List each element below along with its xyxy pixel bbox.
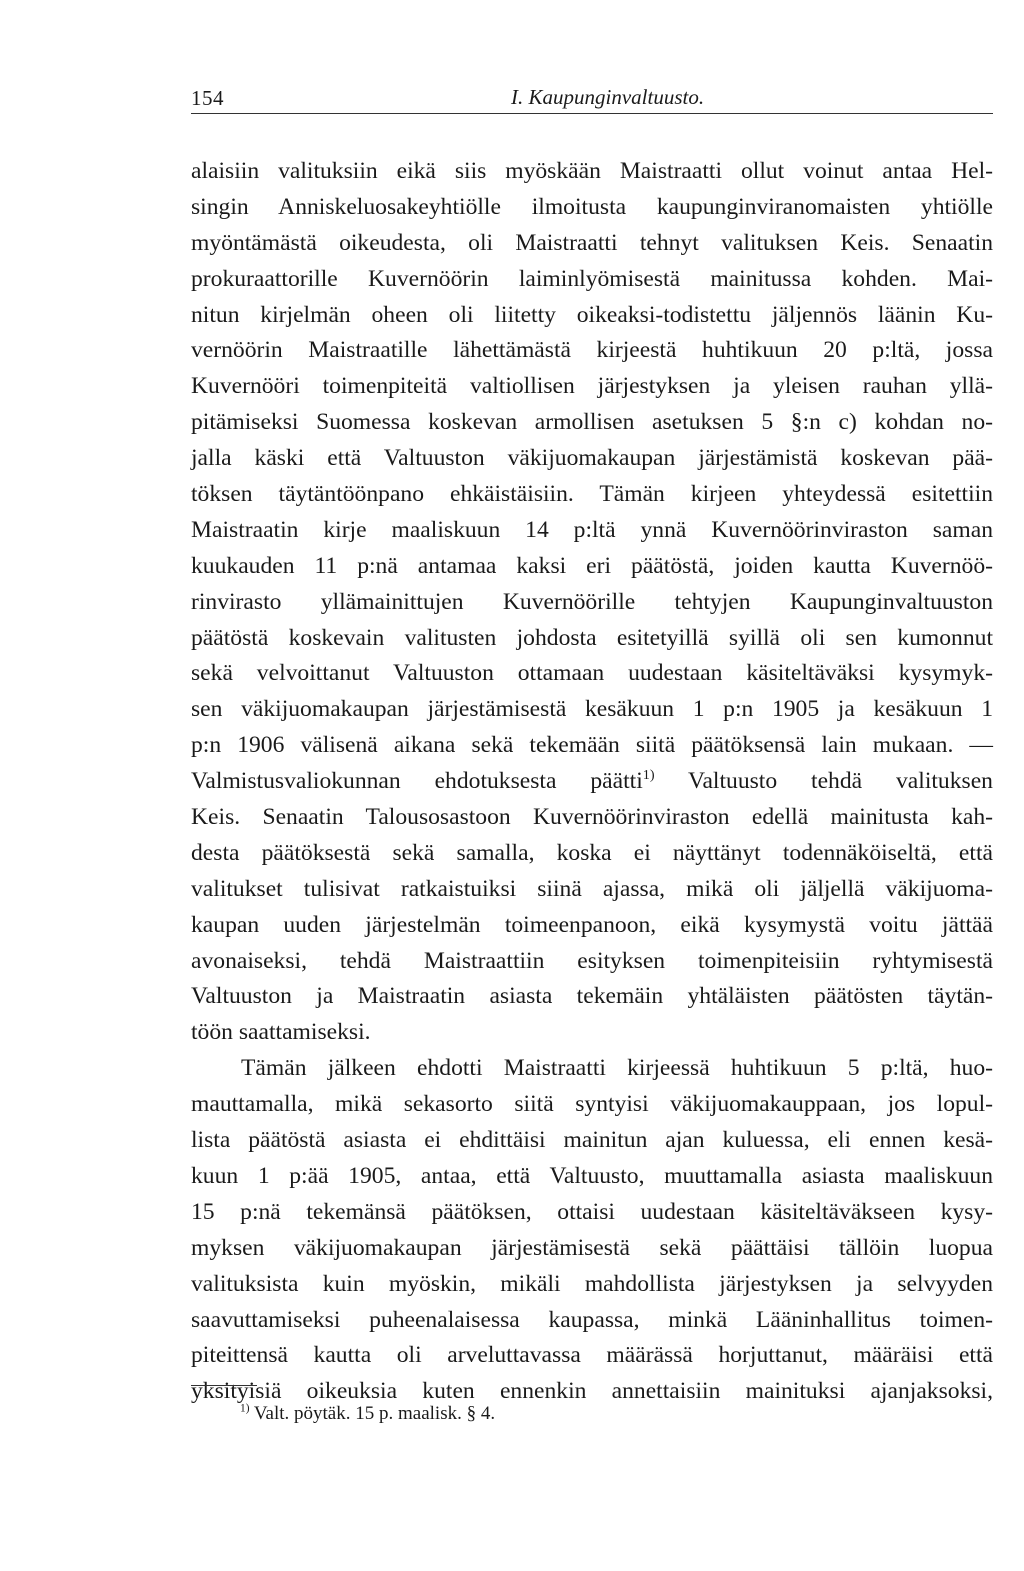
- text-line: pitämiseksi Suomessa koskevan armollisen asetuksen 5 §:n c) kohdan no-: [191, 409, 993, 436]
- text-line: töksen täytäntöönpano ehkäistäisiin. Tämän kirjeen yhteydessä esitettiin: [191, 481, 993, 508]
- text-line: kuun 1 p:ää 1905, antaa, että Valtuusto, muuttamalla asiasta maaliskuun: [191, 1162, 993, 1189]
- text-line: nitun kirjelmän oheen oli liitetty oikeaksi-todistettu jäljennös läänin Ku-: [191, 301, 993, 328]
- text-line: alaisiin valituksiin eikä siis myöskään Maistraatti ollut voinut antaa Hel-: [191, 158, 993, 184]
- text-line: saavuttamiseksi puheenalaisessa kaupassa, minkä Lääninhallitus toimen-: [191, 1306, 993, 1333]
- footnote-reference[interactable]: 1): [642, 767, 655, 784]
- footnote-text: Valt. pöytäk. 15 p. maalisk. § 4.: [253, 1403, 496, 1424]
- text-line: valitukset tulisivat ratkaistuiksi siinä ajassa, mikä oli jäljellä väkijuoma-: [191, 875, 993, 902]
- page-number: 154: [191, 86, 224, 110]
- text-line: valituksista kuin myöskin, mikäli mahdollista järjestyksen ja selvyyden: [191, 1270, 993, 1297]
- header-rule: [191, 113, 993, 114]
- text-line: mauttamalla, mikä sekasorto siitä syntyisi väkijuomakauppaan, jos lopul-: [191, 1091, 993, 1118]
- text-line: rinvirasto yllämainittujen Kuvernöörille tehtyjen Kaupunginvaltuuston: [191, 588, 993, 615]
- text-line: lista päätöstä asiasta ei ehdittäisi mainitun ajan kuluessa, eli ennen kesä-: [191, 1127, 993, 1154]
- text-line: p:n 1906 välisenä aikana sekä tekemään siitä päätöksensä lain mukaan. —: [191, 732, 993, 759]
- text-line: myöntämästä oikeudesta, oli Maistraatti tehnyt valituksen Keis. Senaatin: [191, 229, 993, 256]
- text-line: töön saattamiseksi.: [191, 1019, 371, 1046]
- text-line: sen väkijuomakaupan järjestämisestä kesäkuun 1 p:n 1905 ja kesäkuun 1: [191, 696, 993, 723]
- text-line: sekä velvoittanut Valtuuston ottamaan uudestaan käsiteltäväksi kysymyk-: [191, 660, 993, 687]
- text-line: myksen väkijuomakaupan järjestämisestä sekä päättäisi tällöin luopua: [191, 1234, 993, 1261]
- text-line: desta päätöksestä sekä samalla, koska ei näyttänyt todennäköiseltä, että: [191, 839, 993, 866]
- text-line: prokuraattorille Kuvernöörin laiminlyömisestä mainitussa kohden. Mai-: [191, 265, 993, 292]
- running-title: I. Kaupunginvaltuusto.: [511, 85, 705, 109]
- text-line: päätöstä koskevain valitusten johdosta esitetyillä syillä oli sen kumonnut: [191, 624, 993, 651]
- text-line: singin Anniskeluosakeyhtiölle ilmoitusta kaupunginviranomaisten yhtiölle: [191, 193, 993, 220]
- running-head: [191, 82, 993, 114]
- text-line: Keis. Senaatin Talousosastoon Kuvernöörinviraston edellä mainitusta kah-: [191, 804, 993, 831]
- text-line-with-footnote: [191, 764, 993, 800]
- text-line: Valtuuston ja Maistraatin asiasta tekemäin yhtäläisten päätösten täytän-: [191, 983, 993, 1010]
- text-line: kaupan uuden järjestelmän toimeenpanoon, eikä kysymystä voitu jättää: [191, 911, 993, 938]
- text-line: kuukauden 11 p:nä antamaa kaksi eri päätöstä, joiden kautta Kuvernöö-: [191, 552, 993, 579]
- footnote-marker: 1): [240, 1402, 250, 1415]
- footnote-rule: [191, 1385, 257, 1386]
- body-text: [191, 154, 993, 1410]
- text-line: avonaiseksi, tehdä Maistraattiin esityksen toimenpiteisiin ryhtymisestä: [191, 947, 993, 974]
- footnote: [240, 1399, 495, 1429]
- text-line: vernöörin Maistraatille lähettämästä kirjeestä huhtikuun 20 p:ltä, jossa: [191, 337, 993, 364]
- text-line: yksityisiä oikeuksia kuten ennenkin annettaisiin mainituksi ajanjaksoksi,: [191, 1378, 993, 1405]
- text-line: Maistraatin kirje maaliskuun 14 p:ltä ynnä Kuvernöörinviraston saman: [191, 516, 993, 543]
- text-segment: Valtuusto tehdä valituksen: [688, 768, 993, 795]
- text-line: 15 p:nä tekemänsä päätöksen, ottaisi uudestaan käsiteltäväkseen kysy-: [191, 1198, 993, 1225]
- text-line: jalla käski että Valtuuston väkijuomakaupan järjestämistä koskevan pää-: [191, 445, 993, 472]
- text-line: Tämän jälkeen ehdotti Maistraatti kirjeessä huhtikuun 5 p:ltä, huo-: [241, 1055, 993, 1082]
- text-line: piteittensä kautta oli arveluttavassa määrässä horjuttanut, määräisi että: [191, 1342, 993, 1369]
- text-line: Kuvernööri toimenpiteitä valtiollisen järjestyksen ja yleisen rauhan yllä-: [191, 373, 993, 400]
- text-segment: Valmistusvaliokunnan ehdotuksesta päätti: [191, 768, 643, 795]
